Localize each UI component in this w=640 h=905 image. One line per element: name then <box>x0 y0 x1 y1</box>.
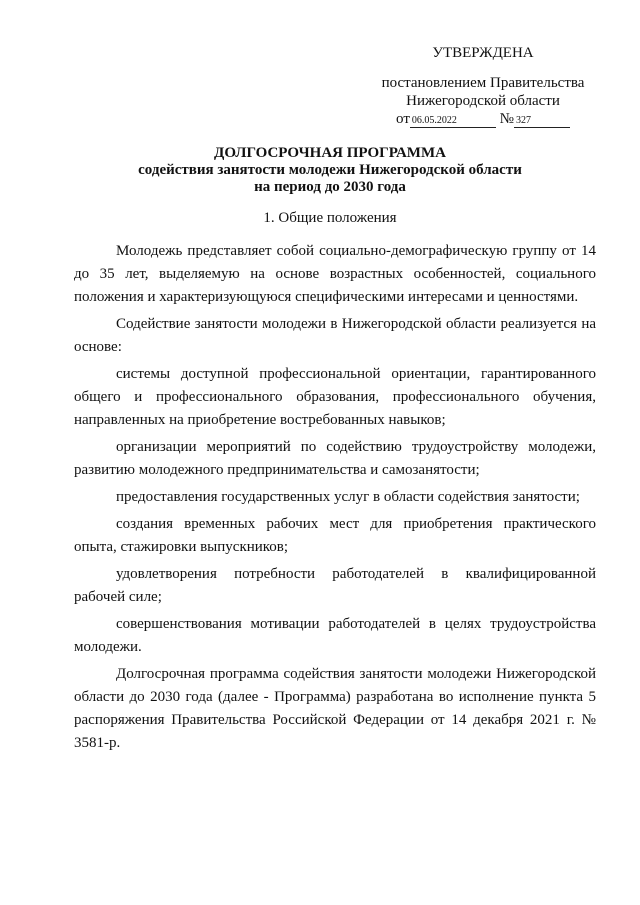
approval-block <box>378 44 588 128</box>
title-line-3: на период до 2030 года <box>254 179 406 195</box>
title-line-2: содействия занятости молодежи Нижегородской области <box>138 162 522 178</box>
paragraph: совершенствования мотивации работодателей в целях трудоустройства молодежи. <box>74 616 596 655</box>
paragraph: предоставления государственных услуг в области содействия занятости; <box>116 489 580 505</box>
document-title <box>60 145 600 196</box>
paragraph: системы доступной профессиональной ориентации, гарантированного общего и профессионального образования, профессионального обучения, направленных на приобретение востребованных навыков; <box>74 366 596 428</box>
approval-number: 327 <box>514 115 570 128</box>
paragraph: Долгосрочная программа содействия занятости молодежи Нижегородской области до 2030 года (далее - Программа) разработана во исполнение пункта 5 распоряжения Правительства Российской Федерации от 14 декабря 2021 г. № 3581-р. <box>74 666 596 751</box>
title-line-1: ДОЛГОСРОЧНАЯ ПРОГРАММА <box>214 145 446 161</box>
document-body <box>74 240 596 759</box>
paragraph: Молодежь представляет собой социально-демографическую группу от 14 до 35 лет, выделяемую на основе возрастных особенностей, социального положения и характеризующуюся специфическими интересами и ценностями. <box>74 243 596 305</box>
number-prefix: № <box>499 111 514 127</box>
approval-stamp: УТВЕРЖДЕНА <box>432 45 534 61</box>
approval-dateline <box>378 110 588 128</box>
paragraph: создания временных рабочих мест для приобретения практического опыта, стажировки выпускников; <box>74 516 596 555</box>
paragraph: Содействие занятости молодежи в Нижегородской области реализуется на основе: <box>74 316 596 355</box>
approval-date: 06.05.2022 <box>410 115 496 128</box>
date-prefix: от <box>396 111 410 127</box>
section-heading: 1. Общие положения <box>263 210 397 226</box>
paragraph: организации мероприятий по содействию трудоустройству молодежи, развитию молодежного предпринимательства и самозанятости; <box>74 439 596 478</box>
approval-line-1: постановлением Правительства <box>381 75 585 91</box>
approval-line-2: Нижегородской области <box>406 93 560 109</box>
paragraph: удовлетворения потребности работодателей в квалифицированной рабочей силе; <box>74 566 596 605</box>
